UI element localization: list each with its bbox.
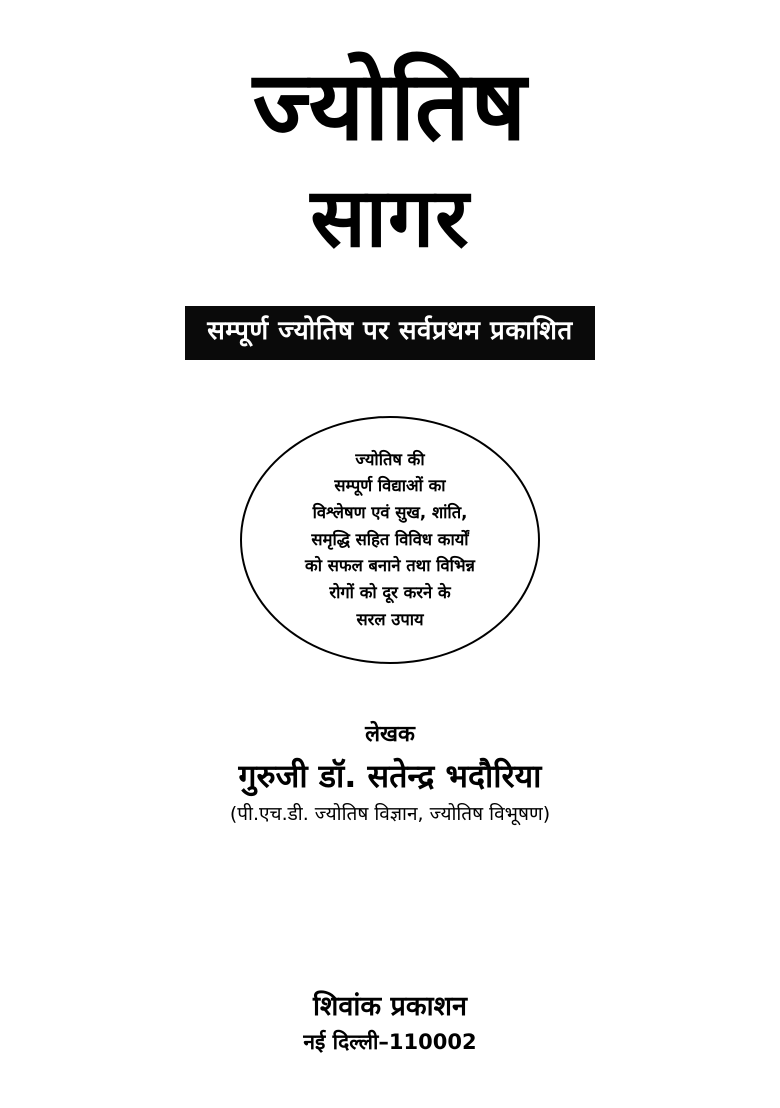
oval-blurb-line: रोगों को दूर करने के (329, 583, 451, 603)
title-line-primary: ज्योतिष (252, 50, 528, 162)
oval-blurb-line: सरल उपाय (356, 609, 424, 629)
publisher-section (0, 990, 780, 1056)
oval-blurb (240, 416, 540, 664)
oval-blurb-line: विश्लेषण एवं सुख, शांति, (312, 503, 468, 523)
publisher-city: नई दिल्ली–110002 (303, 1029, 477, 1054)
title-line-secondary: सागर (310, 171, 470, 266)
subtitle-banner: सम्पूर्ण ज्योतिष पर सर्वप्रथम प्रकाशित (185, 306, 595, 360)
oval-blurb-line: ज्योतिष की (355, 449, 425, 469)
author-role-label: लेखक (365, 722, 415, 748)
oval-blurb-line: को सफल बनाने तथा विभिन्न (305, 556, 475, 576)
oval-blurb-container (0, 416, 780, 664)
author-name: गुरुजी डॉ. सतेन्द्र भदौरिया (238, 757, 542, 796)
author-section (0, 722, 780, 827)
book-title (0, 50, 780, 266)
oval-blurb-line: सम्पूर्ण विद्याओं का (334, 476, 446, 496)
oval-blurb-line: समृद्धि सहित विविध कार्यों (311, 529, 469, 549)
author-credentials: (पी.एच.डी. ज्योतिष विज्ञान, ज्योतिष विभूषण) (229, 803, 551, 826)
publisher-name: शिवांक प्रकाशन (313, 990, 467, 1022)
